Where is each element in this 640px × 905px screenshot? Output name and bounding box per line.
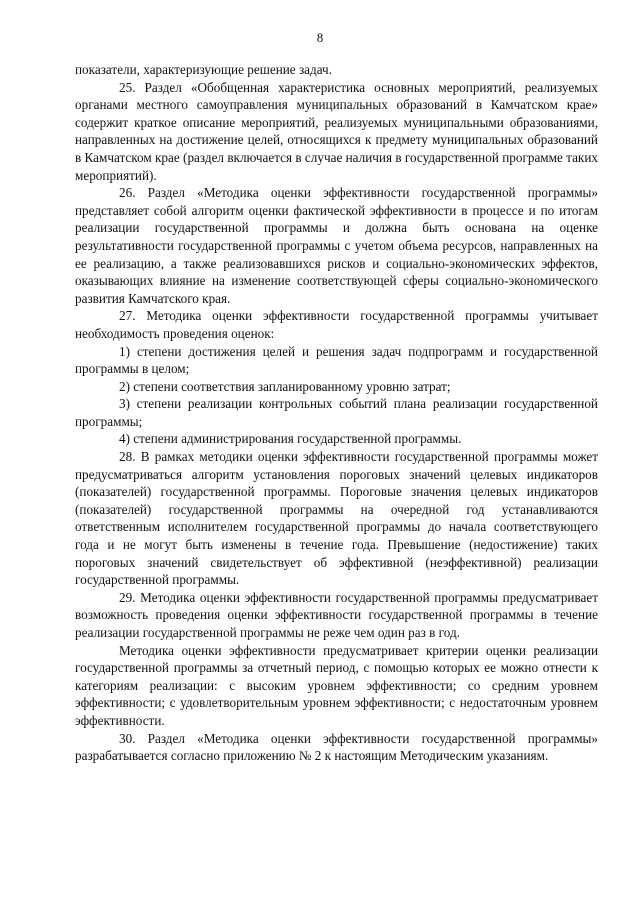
paragraph-item-29: 29. Методика оценки эффективности государственной программы предусматривает возможность проведения оценки эффективности государственной программы в течение реализации государственной программы не реже чем один раз в год. (75, 589, 598, 640)
paragraph-continuation: показатели, характеризующие решение задач. (75, 62, 332, 77)
page-number: 8 (316, 30, 324, 45)
paragraph-item-28: 28. В рамках методики оценки эффективности государственной программы может предусматриваться алгоритм установления пороговых значений целевых индикаторов (показателей) государственной программы. Пороговые значения целевых индикаторов (показателей) государственной программы на очередной год устанавливаются ответственным исполнителем государственной программы до начала соответствующего года и не могут быть изменены в течение года. Превышение (недостижение) таких пороговых значений свидетельствует об эффективной (неэффективной) реализации государственной программы. (75, 449, 598, 588)
list-item-1: 1) степени достижения целей и решения задач подпрограмм и государственной программы в целом; (75, 343, 598, 377)
paragraph-item-27: 27. Методика оценки эффективности государственной программы учитывает необходимость проведения оценок: (75, 308, 598, 341)
paragraph-item-30: 30. Раздел «Методика оценки эффективности государственной программы» разрабатывается согласно приложению № 2 к настоящим Методическим указаниям. (75, 730, 598, 764)
paragraph-evaluation-criteria: Методика оценки эффективности предусматривает критерии оценки реализации государственной программы за отчетный период, с помощью которых ее можно отнести к категориям реализации: с высоким уровнем эффективности; со средним уровнем эффективности; с удовлетворительным уровнем эффективности; с недостаточным уровнем эффективности. (75, 642, 598, 728)
list-item-4: 4) степени администрирования государственной программы. (119, 431, 462, 447)
list-item-3: 3) степени реализации контрольных событий плана реализации государственной программы; (75, 396, 598, 429)
paragraph-item-25: 25. Раздел «Обобщенная характеристика основных мероприятий, реализуемых органами местного самоуправления муниципальных образований в Камчатском крае» содержит краткое описание мероприятий, реализуемых муниципальными образованиями, направленных на достижение целей, относящихся к предмету муниципальных образований в Камчатском крае (раздел включается в случае наличия в государственной программе таких мероприятий). (75, 79, 598, 183)
paragraph-item-26: 26. Раздел «Методика оценки эффективности государственной программы» представляет собой алгоритм оценки фактической эффективности в процессе и по итогам реализации государственной программы и должна быть основана на оценке результативности государственной программы с учетом объема ресурсов, направленных на ее реализацию, а также реализовавшихся рисков и социально-экономических эффектов, оказывающих влияние на изменение соответствующей сферы социально-экономического развития Камчатского края. (75, 185, 598, 306)
list-item-2: 2) степени соответствия запланированному уровню затрат; (119, 378, 451, 394)
document-body (75, 61, 598, 765)
